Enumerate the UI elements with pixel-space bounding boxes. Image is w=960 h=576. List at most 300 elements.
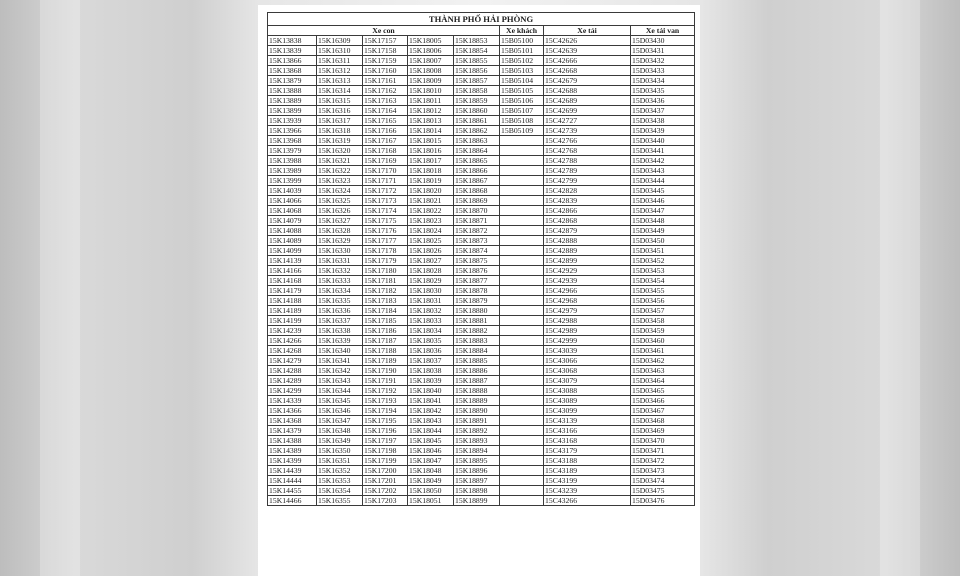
plate-cell: 15K18874 [454,246,500,256]
plate-cell: 15C42828 [544,186,631,196]
plate-cell: 15K17157 [363,36,408,46]
table-row [268,486,695,496]
plate-cell [500,316,544,326]
plate-cell: 15K18039 [408,376,454,386]
plate-cell: 15K18014 [408,126,454,136]
table-row [268,256,695,266]
plate-cell: 15D03453 [631,266,695,276]
plate-cell: 15D03457 [631,306,695,316]
plate-cell: 15K14289 [268,376,317,386]
plate-cell: 15K18876 [454,266,500,276]
table-row [268,496,695,506]
plate-cell [500,156,544,166]
plate-cell: 15K17174 [363,206,408,216]
plate-cell: 15K17171 [363,176,408,186]
table-row [268,296,695,306]
table-row [268,66,695,76]
plate-cell: 15K16319 [317,136,363,146]
plate-cell: 15K17161 [363,76,408,86]
plate-cell: 15K18008 [408,66,454,76]
plate-cell: 15B05109 [500,126,544,136]
plate-cell [500,276,544,286]
plate-cell: 15K14066 [268,196,317,206]
plate-cell: 15K17159 [363,56,408,66]
table-row [268,436,695,446]
plate-cell: 15K13839 [268,46,317,56]
plate-cell: 15K13988 [268,156,317,166]
plate-cell: 15K18042 [408,406,454,416]
plate-cell: 15D03450 [631,236,695,246]
plate-cell: 15K17195 [363,416,408,426]
plate-cell: 15K14466 [268,496,317,506]
table-row [268,356,695,366]
plate-cell: 15C43089 [544,396,631,406]
plate-cell: 15K18860 [454,106,500,116]
plate-cell: 15K16314 [317,86,363,96]
plate-cell: 15K16348 [317,426,363,436]
plate-cell: 15K18049 [408,476,454,486]
plate-cell: 15K17197 [363,436,408,446]
plate-cell: 15K18894 [454,446,500,456]
table-row [268,346,695,356]
plate-cell: 15K17187 [363,336,408,346]
plate-cell [500,206,544,216]
plate-cell: 15C42966 [544,286,631,296]
plate-cell: 15K16329 [317,236,363,246]
plate-cell [500,386,544,396]
plate-cell: 15C42999 [544,336,631,346]
plate-cell: 15C42789 [544,166,631,176]
plate-cell [500,426,544,436]
plate-cell: 15C42989 [544,326,631,336]
plate-cell [500,266,544,276]
plate-cell: 15K16341 [317,356,363,366]
plate-cell: 15K13899 [268,106,317,116]
plate-cell: 15K18885 [454,356,500,366]
table-row [268,266,695,276]
plate-cell: 15K18026 [408,246,454,256]
table-row [268,336,695,346]
plate-cell: 15K18018 [408,166,454,176]
plate-cell: 15K17184 [363,306,408,316]
plate-cell [500,336,544,346]
plate-cell: 15C42689 [544,96,631,106]
plate-cell: 15K16350 [317,446,363,456]
plate-cell: 15K17203 [363,496,408,506]
plate-cell: 15K17177 [363,236,408,246]
plate-cell: 15K18889 [454,396,500,406]
plate-cell: 15K18863 [454,136,500,146]
plate-cell: 15K14139 [268,256,317,266]
header-xe-tai-van: Xe tải van [631,26,695,36]
plate-cell: 15C42788 [544,156,631,166]
plate-cell: 15K17179 [363,256,408,266]
plate-cell: 15K14068 [268,206,317,216]
plate-cell: 15C42799 [544,176,631,186]
plate-cell: 15C42679 [544,76,631,86]
plate-cell [500,366,544,376]
plate-cell: 15K18024 [408,226,454,236]
table-row [268,306,695,316]
plate-cell: 15K18007 [408,56,454,66]
plate-cell: 15K18020 [408,186,454,196]
plate-cell [500,406,544,416]
plate-cell: 15K18854 [454,46,500,56]
plate-cell: 15K13989 [268,166,317,176]
plate-cell: 15D03460 [631,336,695,346]
plate-cell: 15K14188 [268,296,317,306]
plate-cell: 15D03465 [631,386,695,396]
background-stripe [880,0,920,576]
plate-cell [500,136,544,146]
plate-cell: 15K17181 [363,276,408,286]
plate-cell: 15K16354 [317,486,363,496]
plate-cell: 15K17190 [363,366,408,376]
plate-cell: 15K18884 [454,346,500,356]
table-row [268,86,695,96]
plate-cell [500,246,544,256]
plate-cell: 15K14089 [268,236,317,246]
plate-cell: 15K13866 [268,56,317,66]
plate-cell: 15K17169 [363,156,408,166]
plate-cell: 15K17199 [363,456,408,466]
table-row [268,136,695,146]
plate-cell: 15K13966 [268,126,317,136]
plate-cell: 15B05101 [500,46,544,56]
plate-cell: 15K18893 [454,436,500,446]
plate-cell: 15K13888 [268,86,317,96]
table-row [268,366,695,376]
plate-cell: 15C42688 [544,86,631,96]
plate-cell: 15D03471 [631,446,695,456]
plate-cell: 15K17192 [363,386,408,396]
plate-cell: 15C43189 [544,466,631,476]
plate-cell [500,176,544,186]
plate-cell: 15D03440 [631,136,695,146]
plate-cell: 15B05102 [500,56,544,66]
table-row [268,146,695,156]
plate-cell: 15D03441 [631,146,695,156]
table-row [268,396,695,406]
plate-cell: 15C43168 [544,436,631,446]
table-row [268,206,695,216]
plate-cell: 15K14439 [268,466,317,476]
plate-cell: 15K16315 [317,96,363,106]
plate-cell: 15C42699 [544,106,631,116]
plate-cell: 15C42866 [544,206,631,216]
plate-cell: 15K18872 [454,226,500,236]
plate-cell: 15K18035 [408,336,454,346]
plate-cell: 15C43188 [544,456,631,466]
plate-cell: 15K16351 [317,456,363,466]
plate-cell: 15K14168 [268,276,317,286]
plate-cell: 15K18041 [408,396,454,406]
plate-cell: 15C42766 [544,136,631,146]
plate-cell: 15K16323 [317,176,363,186]
plate-cell: 15C43199 [544,476,631,486]
plate-cell: 15C42979 [544,306,631,316]
plate-cell: 15D03475 [631,486,695,496]
plate-cell: 15D03435 [631,86,695,96]
plate-cell: 15C42739 [544,126,631,136]
plate-cell: 15K18895 [454,456,500,466]
plate-cell: 15B05108 [500,116,544,126]
plate-cell: 15K17166 [363,126,408,136]
plate-cell: 15K18882 [454,326,500,336]
plate-cell: 15K17200 [363,466,408,476]
plate-cell: 15K18878 [454,286,500,296]
plate-cell: 15K18051 [408,496,454,506]
plate-cell: 15C43039 [544,346,631,356]
plate-cell: 15K16338 [317,326,363,336]
plate-cell: 15K14288 [268,366,317,376]
plate-cell: 15D03443 [631,166,695,176]
plate-cell: 15K16349 [317,436,363,446]
plate-cell: 15K17167 [363,136,408,146]
table-row [268,326,695,336]
plate-cell: 15K13939 [268,116,317,126]
table-row [268,126,695,136]
plate-cell: 15K18009 [408,76,454,86]
table-row [268,236,695,246]
plate-cell: 15B05100 [500,36,544,46]
plate-cell: 15K18036 [408,346,454,356]
plate-cell: 15K17185 [363,316,408,326]
table-row [268,316,695,326]
plate-cell: 15D03438 [631,116,695,126]
plate-cell: 15C42639 [544,46,631,56]
plate-cell: 15K18870 [454,206,500,216]
plate-cell: 15K18006 [408,46,454,56]
table-row [268,376,695,386]
plate-cell: 15K18887 [454,376,500,386]
plate-cell: 15K16331 [317,256,363,266]
plate-cell [500,236,544,246]
plate-cell [500,296,544,306]
plate-cell: 15K16322 [317,166,363,176]
table-row [268,186,695,196]
plate-cell: 15K18888 [454,386,500,396]
plate-cell [500,436,544,446]
plate-cell: 15K18867 [454,176,500,186]
plate-cell: 15K18866 [454,166,500,176]
plate-cell: 15K14368 [268,416,317,426]
plate-cell: 15K18898 [454,486,500,496]
plate-cell: 15K16344 [317,386,363,396]
plate-cell: 15K16353 [317,476,363,486]
plate-cell: 15K18023 [408,216,454,226]
plate-cell: 15K18047 [408,456,454,466]
plate-cell: 15K14079 [268,216,317,226]
plate-cell: 15C43088 [544,386,631,396]
plate-cell: 15D03463 [631,366,695,376]
plate-cell: 15K14279 [268,356,317,366]
plate-cell: 15K18025 [408,236,454,246]
plate-cell: 15D03476 [631,496,695,506]
plate-cell: 15K18858 [454,86,500,96]
plate-cell: 15B05106 [500,96,544,106]
plate-cell: 15C43079 [544,376,631,386]
plate-cell: 15K18892 [454,426,500,436]
plate-cell: 15D03467 [631,406,695,416]
plate-cell: 15C43266 [544,496,631,506]
plate-cell: 15K18869 [454,196,500,206]
plate-cell: 15D03472 [631,456,695,466]
plate-cell: 15K18857 [454,76,500,86]
plate-cell: 15D03451 [631,246,695,256]
plate-cell [500,416,544,426]
table-row [268,156,695,166]
plate-cell: 15K17183 [363,296,408,306]
plate-cell [500,196,544,206]
plate-cell: 15K16321 [317,156,363,166]
plate-cell: 15D03462 [631,356,695,366]
plate-cell: 15K16333 [317,276,363,286]
table-row [268,96,695,106]
plate-cell: 15K18856 [454,66,500,76]
table-row [268,286,695,296]
table-row [268,446,695,456]
table-row [268,246,695,256]
plate-cell: 15B05107 [500,106,544,116]
plate-cell [500,496,544,506]
plate-cell: 15C42968 [544,296,631,306]
plate-cell [500,346,544,356]
table-row [268,36,695,46]
plate-cell: 15K17191 [363,376,408,386]
plate-cell: 15D03455 [631,286,695,296]
plate-cell: 15K16342 [317,366,363,376]
plate-cell [500,226,544,236]
header-xe-khach: Xe khách [500,26,544,36]
plate-cell: 15K13968 [268,136,317,146]
plate-cell: 15C43179 [544,446,631,456]
plate-cell: 15K17202 [363,486,408,496]
plate-cell: 15K18043 [408,416,454,426]
plate-cell: 15K18883 [454,336,500,346]
plate-cell: 15K17164 [363,106,408,116]
table-row [268,466,695,476]
plate-cell: 15K18896 [454,466,500,476]
plate-cell: 15K18010 [408,86,454,96]
plate-cell: 15B05105 [500,86,544,96]
plate-cell: 15K16328 [317,226,363,236]
plate-cell: 15K16313 [317,76,363,86]
table-row [268,196,695,206]
header-xe-tai: Xe tải [544,26,631,36]
plate-cell: 15D03458 [631,316,695,326]
plate-cell: 15K18040 [408,386,454,396]
plate-cell: 15K18890 [454,406,500,416]
plate-cell: 15K17176 [363,226,408,236]
plate-cell: 15K18875 [454,256,500,266]
plate-cell: 15K18861 [454,116,500,126]
plate-cell: 15K18011 [408,96,454,106]
plate-cell: 15K16334 [317,286,363,296]
table-row [268,176,695,186]
plate-cell: 15B05103 [500,66,544,76]
plate-cell: 15K18017 [408,156,454,166]
plate-cell: 15K16346 [317,406,363,416]
plate-cell: 15D03449 [631,226,695,236]
plate-cell: 15D03447 [631,206,695,216]
plate-cell: 15K14268 [268,346,317,356]
license-plate-table [267,12,695,506]
plate-cell: 15K18881 [454,316,500,326]
plate-cell: 15K16352 [317,466,363,476]
plate-cell: 15C43139 [544,416,631,426]
plate-cell: 15C43166 [544,426,631,436]
table-row [268,386,695,396]
plate-cell: 15K13999 [268,176,317,186]
plate-cell: 15K14088 [268,226,317,236]
plate-cell: 15K17186 [363,326,408,336]
plate-cell: 15K17168 [363,146,408,156]
plate-cell: 15K18022 [408,206,454,216]
plate-cell [500,356,544,366]
plate-cell: 15K18855 [454,56,500,66]
plate-cell: 15D03434 [631,76,695,86]
plate-cell: 15K14388 [268,436,317,446]
plate-cell: 15D03437 [631,106,695,116]
plate-cell: 15D03456 [631,296,695,306]
plate-cell: 15D03473 [631,466,695,476]
plate-cell: 15K18029 [408,276,454,286]
table-row [268,46,695,56]
plate-cell: 15K18891 [454,416,500,426]
plate-cell: 15K18028 [408,266,454,276]
plate-cell: 15C43066 [544,356,631,366]
plate-cell: 15D03430 [631,36,695,46]
plate-cell [500,396,544,406]
plate-cell: 15D03442 [631,156,695,166]
plate-cell: 15K18013 [408,116,454,126]
plate-cell: 15K14189 [268,306,317,316]
plate-cell: 15K16327 [317,216,363,226]
plate-cell: 15C42929 [544,266,631,276]
plate-cell: 15D03432 [631,56,695,66]
plate-cell: 15K16320 [317,146,363,156]
plate-cell: 15K17182 [363,286,408,296]
plate-cell: 15C42899 [544,256,631,266]
plate-cell: 15K18873 [454,236,500,246]
plate-cell: 15K17163 [363,96,408,106]
plate-cell: 15K16337 [317,316,363,326]
plate-cell: 15K17189 [363,356,408,366]
plate-cell: 15K14339 [268,396,317,406]
plate-cell: 15K17196 [363,426,408,436]
table-row [268,166,695,176]
plate-cell: 15K16335 [317,296,363,306]
plate-cell: 15K18899 [454,496,500,506]
plate-cell: 15C42939 [544,276,631,286]
plate-cell: 15K16317 [317,116,363,126]
plate-cell: 15C43099 [544,406,631,416]
plate-cell: 15K18897 [454,476,500,486]
plate-cell: 15K18044 [408,426,454,436]
plate-cell: 15C42727 [544,116,631,126]
plate-cell: 15K17194 [363,406,408,416]
plate-cell: 15K14179 [268,286,317,296]
plate-cell: 15K16339 [317,336,363,346]
plate-cell: 15K18015 [408,136,454,146]
document-page [258,5,700,576]
plate-cell [500,306,544,316]
table-row [268,76,695,86]
plate-cell: 15D03446 [631,196,695,206]
plate-cell: 15K18048 [408,466,454,476]
plate-cell: 15K18879 [454,296,500,306]
